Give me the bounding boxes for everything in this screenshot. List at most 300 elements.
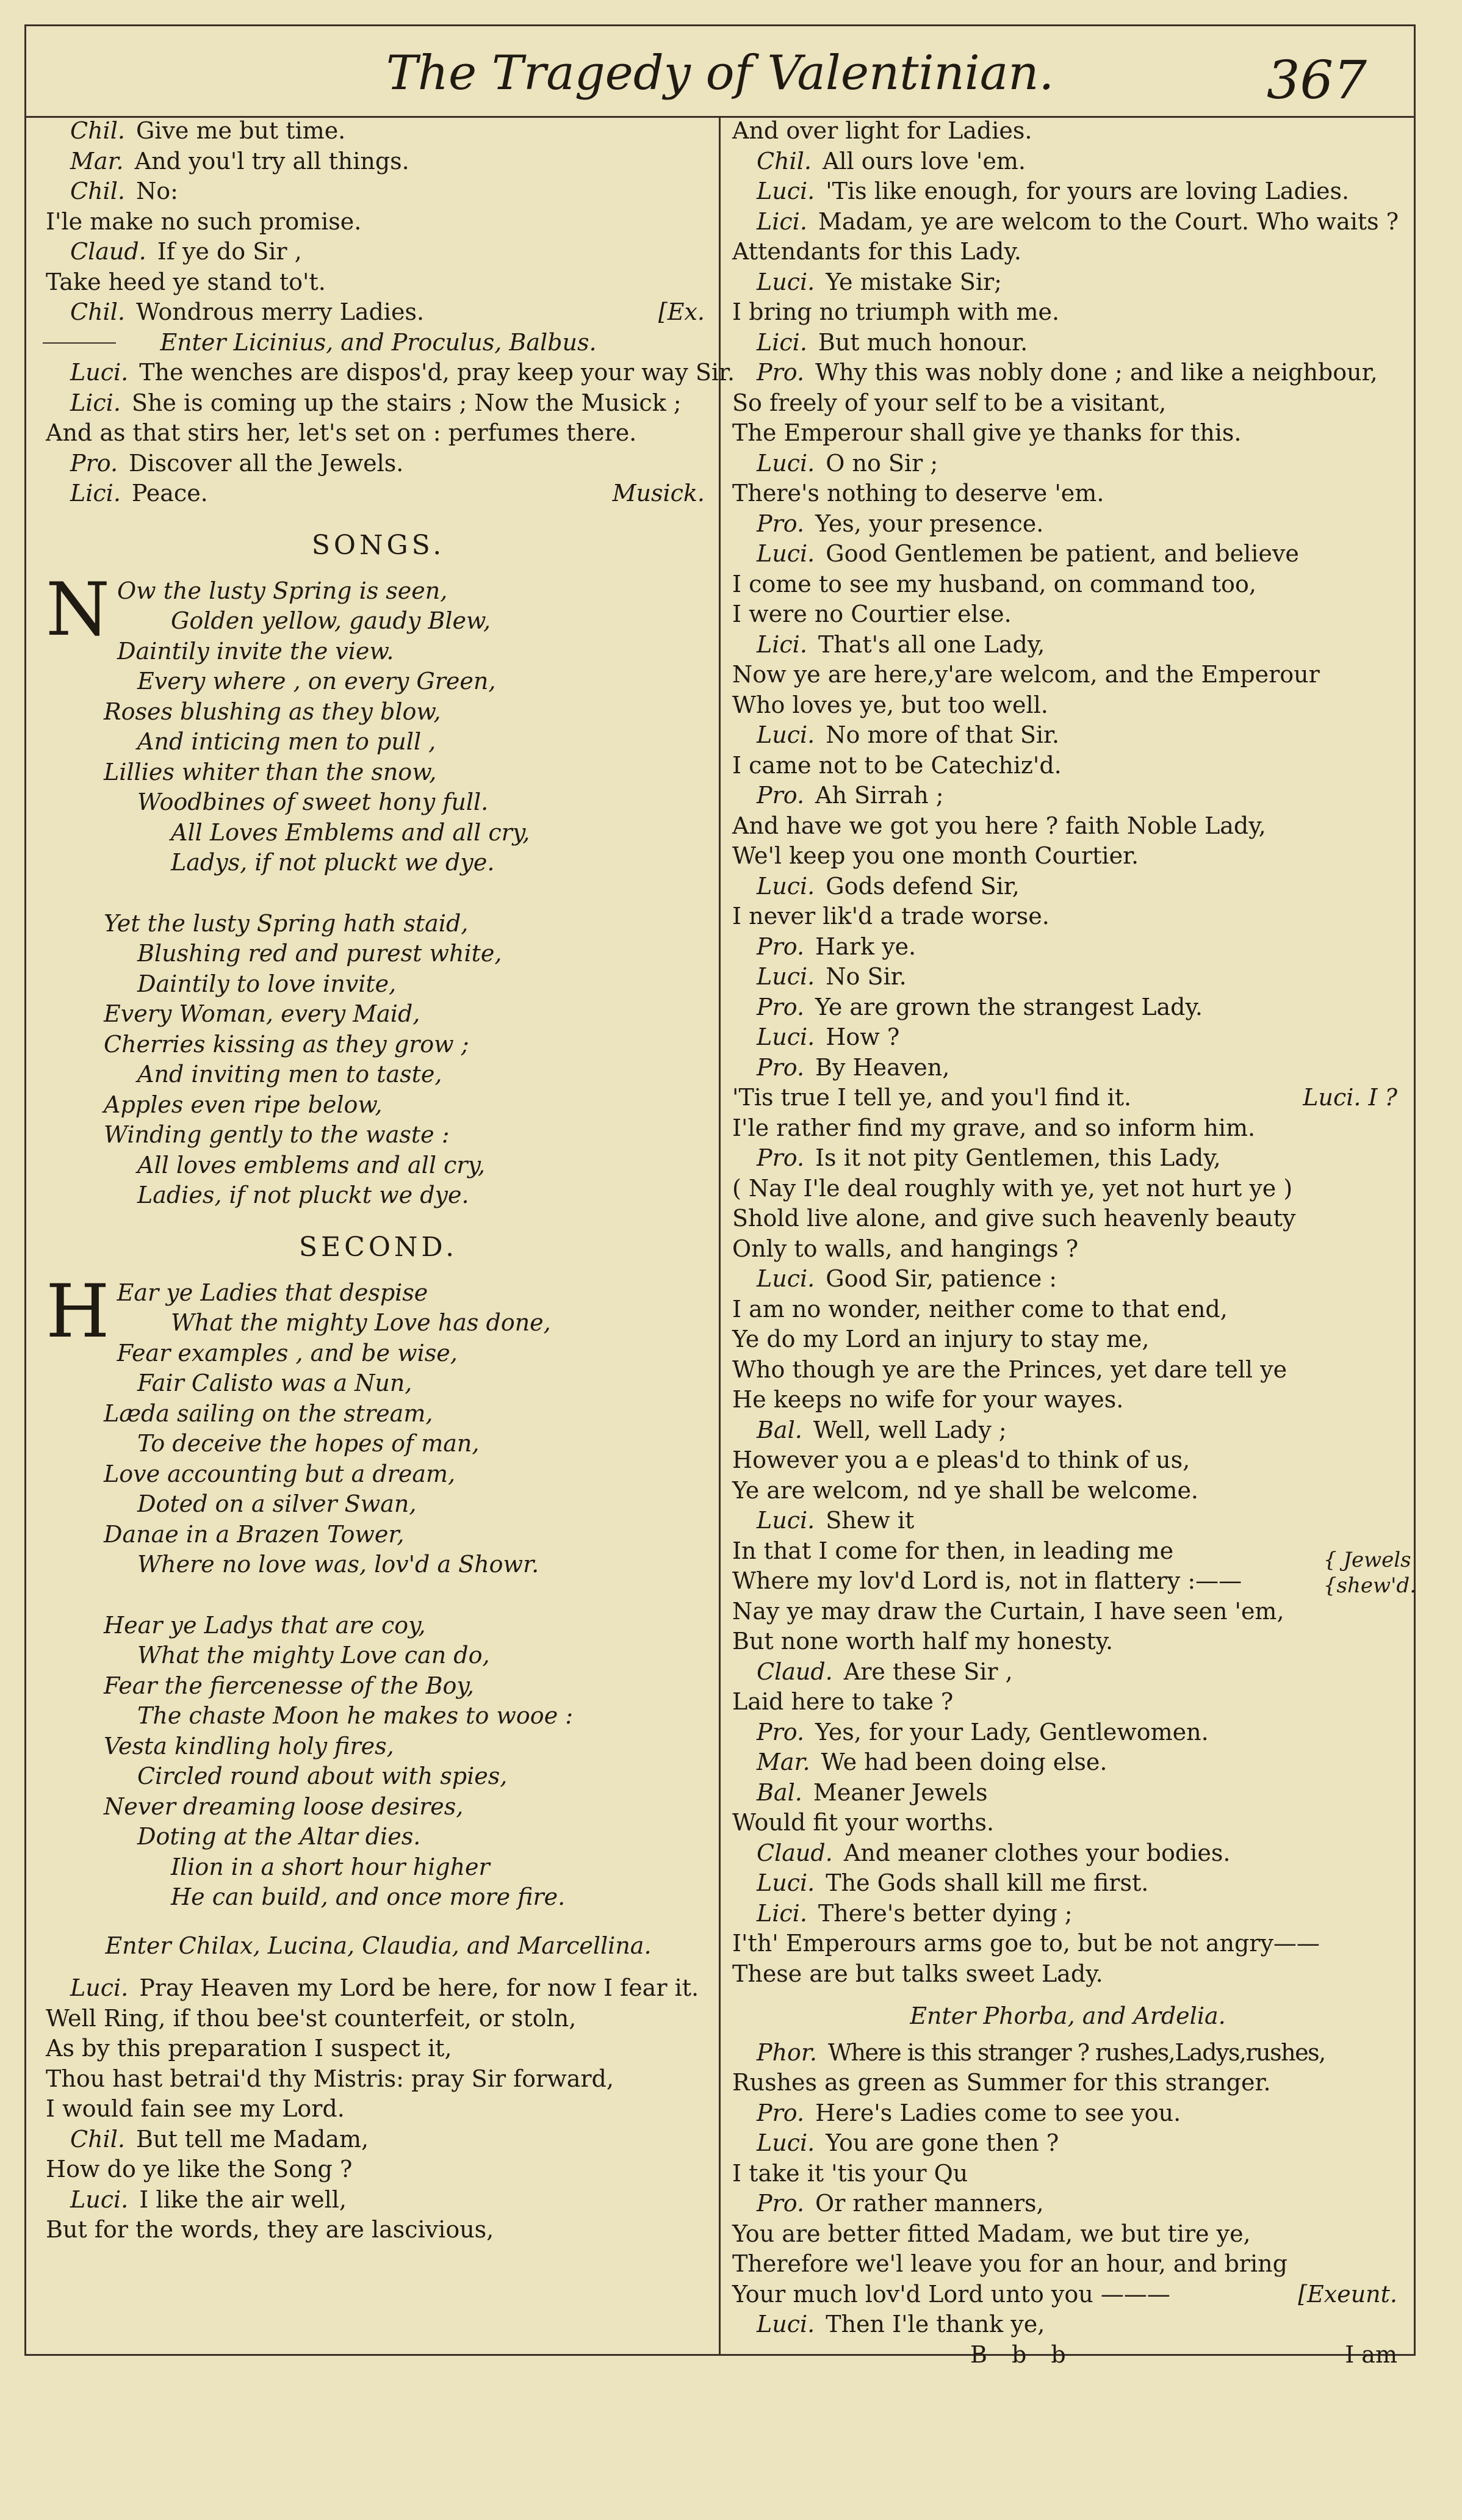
line-text: Therefore we'l leave you for an hour, and bring (732, 2250, 1287, 2277)
line-text: Rushes as green as Summer for this stranger. (732, 2069, 1271, 2096)
line-text: Discover all the Jewels. (129, 449, 404, 477)
dialogue-line (46, 116, 711, 146)
drop-cap: N (46, 567, 110, 652)
line-text: I'le rather find my grave, and so inform him. (732, 1114, 1256, 1141)
dialogue-line (732, 539, 1403, 569)
verse-line: Vesta kindling holy fires, (104, 1732, 394, 1760)
line-text: Who though ye are the Princes, yet dare tell ye (732, 1356, 1287, 1383)
dialogue-line (732, 1597, 1403, 1627)
dialogue-line (732, 267, 1403, 298)
line-text: In that I come for then, in leading me (732, 1537, 1174, 1564)
dialogue-line (732, 2159, 1403, 2189)
right-column (732, 116, 1403, 2370)
line-text: She is coming up the stairs ; Now the Musick ; (131, 389, 682, 416)
dialogue-line (732, 569, 1403, 600)
dialogue-line (732, 660, 1403, 690)
verse-line: Ilion in a short hour higher (171, 1853, 490, 1880)
page-footer (732, 2340, 1403, 2370)
dialogue-line (46, 2034, 711, 2064)
line-text: Ah Sirrah ; (815, 782, 944, 809)
line-text: I come to see my husband, on command too, (732, 570, 1256, 598)
dialogue-line (732, 1324, 1403, 1355)
line-text: Meaner Jewels (813, 1778, 988, 1806)
dialogue-line (46, 2064, 711, 2095)
line-text: However you a e pleas'd to think of us, (732, 1446, 1190, 1473)
left-column (46, 116, 735, 2245)
speaker-name: Luci. (757, 540, 815, 567)
margin-note: { Jewels {shew'd. (1323, 1548, 1416, 1598)
dialogue-line (46, 2215, 711, 2245)
line-text: He keeps no wife for your wayes. (732, 1386, 1124, 1413)
line-text: Madam, ye are welcom to the Court. Who waits ? (818, 208, 1399, 235)
verse-line: Daintily to love invite, (137, 970, 397, 997)
dialogue-line (46, 1973, 711, 2004)
verse-line: Cherries kissing as they grow ; (104, 1030, 469, 1058)
speaker-name: Pro. (757, 1144, 805, 1171)
stage-direction: Luci. I ? (1303, 1084, 1397, 1111)
dialogue-line (732, 932, 1403, 962)
dialogue-block (46, 1973, 711, 2245)
line-text: I would fain see my Lord. (46, 2095, 345, 2122)
line-text: We had been doing else. (821, 1749, 1107, 1775)
dialogue-line (732, 418, 1403, 449)
dialogue-line (46, 2154, 711, 2185)
speaker-name: Luci. (757, 178, 815, 204)
verse-line: All loves emblems and all cry, (137, 1151, 486, 1179)
song-stanza (46, 567, 711, 878)
dialogue-line (732, 1626, 1403, 1657)
dialogue-line (732, 358, 1403, 388)
dialogue-line (732, 1808, 1403, 1838)
speaker-name: Claud. (757, 1839, 833, 1866)
dialogue-line (732, 690, 1403, 721)
line-text: No: (135, 178, 178, 204)
speaker-name: Luci. (70, 2186, 129, 2213)
line-text: 'Tis true I tell ye, and you'l find it. (732, 1084, 1132, 1111)
speaker-name: Lici. (757, 328, 807, 356)
catchword: I am (1345, 2341, 1397, 2368)
speaker-name: Pro. (757, 2190, 805, 2217)
speaker-name: Lici. (757, 630, 807, 658)
verse-line: Never dreaming loose desires, (104, 1793, 464, 1820)
song-stanza (46, 909, 711, 1211)
dialogue-line (732, 962, 1403, 992)
line-text: Ye mistake Sir; (826, 268, 1002, 295)
dialogue-line (732, 1264, 1403, 1294)
dialogue-line (732, 1234, 1403, 1265)
dialogue-line (732, 2189, 1403, 2219)
line-text: Your much lov'd Lord unto you ——— (732, 2280, 1170, 2308)
dialogue-line (732, 2249, 1403, 2280)
line-text: You are better fitted Madam, we but tire ye, (732, 2220, 1251, 2247)
dialogue-line (732, 1566, 1403, 1597)
dialogue-line (732, 1657, 1403, 1688)
verse-line: To deceive the hopes of man, (137, 1430, 480, 1457)
verse-line: Yet the lusty Spring hath staid, (104, 909, 469, 937)
dialogue-line (46, 418, 711, 449)
speaker-name: Luci. (757, 1507, 815, 1534)
dialogue-line (732, 599, 1403, 630)
line-text: I like the air well, (139, 2186, 347, 2213)
line-text: These are but talks sweet Lady. (732, 1960, 1103, 1987)
dialogue-line (732, 1838, 1403, 1869)
dialogue-line (46, 237, 711, 267)
dialogue-line (732, 1415, 1403, 1446)
dialogue-line (732, 2098, 1403, 2129)
line-text: Only to walls, and hangings ? (732, 1235, 1079, 1262)
verse-line: Every Woman, every Maid, (104, 1000, 420, 1027)
speaker-name: Pro. (757, 933, 805, 960)
dialogue-line (46, 176, 711, 207)
dialogue-line (732, 751, 1403, 781)
dialogue-line (732, 1868, 1403, 1899)
dialogue-line (732, 146, 1403, 177)
dialogue-line (732, 176, 1403, 207)
speaker-name: Luci. (757, 963, 815, 990)
verse-line: Golden yellow, gaudy Blew, (171, 607, 491, 634)
dialogue-line (732, 630, 1403, 660)
speaker-name: Luci. (70, 1974, 129, 2001)
dialogue-line (732, 1053, 1403, 1083)
dialogue-line (732, 1476, 1403, 1506)
songs-heading: SONGS. (311, 529, 445, 561)
speaker-name: Luci. (757, 721, 815, 748)
dialogue-block (46, 116, 711, 328)
dialogue-line (732, 781, 1403, 811)
dialogue-line (732, 1899, 1403, 1929)
dialogue-line (732, 2309, 1403, 2340)
running-header (24, 24, 1416, 118)
dialogue-line (732, 2280, 1403, 2310)
verse-line: Circled round about with spies, (137, 1763, 508, 1789)
line-text: Is it not pity Gentlemen, this Lady, (815, 1144, 1221, 1171)
song-stanza (46, 1611, 711, 1913)
dialogue-line (732, 1778, 1403, 1808)
verse-line: Roses blushing as they blow, (104, 698, 441, 725)
verse-line: Fair Calisto was a Nun, (137, 1370, 412, 1396)
speaker-name: Pro. (757, 1718, 805, 1746)
dialogue-line (732, 388, 1403, 419)
line-text: Now ye are here,y'are welcom, and the Emperour (732, 661, 1320, 688)
line-text: The Gods shall kill me first. (826, 1869, 1149, 1896)
speaker-name: Pro. (757, 782, 805, 809)
line-text: How ? (826, 1024, 900, 1050)
dialogue-line (732, 1717, 1403, 1748)
speaker-name: Bal. (757, 1778, 802, 1806)
dialogue-line (732, 237, 1403, 267)
dialogue-line (46, 388, 711, 419)
speaker-name: Phor. (757, 2038, 817, 2066)
line-text: Yes, your presence. (815, 510, 1044, 537)
verse-line: The chaste Moon he makes to wooe : (137, 1702, 574, 1729)
line-text: I were no Courtier else. (732, 601, 1012, 627)
dialogue-line (732, 1687, 1403, 1717)
verse-line: Every where , on every Green, (137, 668, 496, 695)
dialogue-line (732, 901, 1403, 932)
line-text: Yes, for your Lady, Gentlewomen. (815, 1718, 1209, 1746)
dialogue-block (732, 2038, 1403, 2340)
line-text: No more of that Sir. (826, 721, 1060, 748)
verse-line: Woodbines of sweet hony full. (137, 789, 489, 815)
speaker-name: Lici. (70, 389, 121, 416)
dialogue-line (732, 1747, 1403, 1778)
dialogue-line (46, 297, 711, 328)
line-text: Hark ye. (815, 933, 916, 960)
dialogue-line (732, 1929, 1403, 1959)
speaker-name: Claud. (757, 1658, 833, 1685)
line-text: Wondrous merry Ladies. (135, 298, 425, 325)
verse-line: What the mighty Love has done, (171, 1309, 551, 1336)
speaker-name: Luci. (757, 2311, 815, 2338)
page-number: 367 (1266, 50, 1367, 111)
speaker-name: Chil. (70, 2125, 125, 2153)
stage-direction: Enter Licinius, and Proculus, Balbus. (46, 328, 711, 358)
line-text: There's better dying ; (818, 1899, 1073, 1927)
line-text: And meaner clothes your bodies. (843, 1839, 1231, 1866)
stage-direction: [Ex. (658, 298, 705, 325)
line-text: Gods defend Sir, (826, 872, 1020, 900)
line-text: O no Sir ; (826, 449, 938, 477)
speaker-name: Chil. (757, 147, 812, 175)
line-text: Here's Ladies come to see you. (815, 2099, 1181, 2126)
dialogue-line (732, 116, 1403, 146)
line-text: If ye do Sir , (157, 238, 302, 265)
speaker-name: Mar. (757, 1749, 810, 1775)
dialogue-line (732, 478, 1403, 509)
verse-line: Læda sailing on the stream, (104, 1399, 433, 1427)
verse-line: He can build, and once more fire. (171, 1883, 566, 1910)
line-text: I am no wonder, neither come to that end, (732, 1295, 1228, 1323)
dialogue-block (46, 358, 735, 509)
verse-line: Fear examples , and be wise, (117, 1339, 458, 1367)
line-text: Why this was nobly done ; and like a neighbour, (815, 359, 1378, 386)
dialogue-line (732, 509, 1403, 540)
running-title: The Tragedy of Valentinian. (386, 46, 1054, 101)
speaker-name: Pro. (757, 993, 805, 1020)
line-text: But tell me Madam, (135, 2125, 369, 2153)
line-text: Give me but time. (135, 117, 346, 144)
line-text: But for the words, they are lascivious, (46, 2216, 494, 2243)
line-text: Good Gentlemen be patient, and believe (826, 540, 1299, 567)
dialogue-line (732, 1959, 1403, 1990)
signature-mark: B b b (970, 2341, 1075, 2368)
speaker-name: Luci. (757, 1024, 815, 1050)
dialogue-line (732, 449, 1403, 479)
line-text: Or rather manners, (815, 2190, 1044, 2217)
verse-line: Winding gently to the waste : (104, 1121, 450, 1148)
line-text: ( Nay I'le deal roughly with ye, yet not hurt ye ) (732, 1174, 1293, 1202)
line-text: But none worth half my honesty. (732, 1628, 1114, 1655)
verse-line: Fear the fiercenesse of the Boy, (104, 1672, 474, 1699)
dialogue-line (46, 2004, 711, 2034)
line-text: Good Sir, patience : (826, 1265, 1057, 1292)
line-text: Where my lov'd Lord is, not in flattery :—— (732, 1567, 1242, 1594)
speaker-name: Bal. (757, 1416, 802, 1443)
line-text: Shold live alone, and give such heavenly beauty (732, 1205, 1296, 1232)
dialogue-line (46, 2094, 711, 2125)
line-text: Who loves ye, but too well. (732, 691, 1048, 718)
dialogue-line (732, 1204, 1403, 1234)
line-text: I never lik'd a trade worse. (732, 903, 1050, 930)
line-text: I bring no triumph with me. (732, 298, 1060, 325)
speaker-name: Chil. (70, 117, 125, 144)
speaker-name: Luci. (757, 1265, 815, 1292)
dialogue-line (46, 2185, 711, 2215)
verse-line: Doting at the Altar dies. (137, 1823, 421, 1850)
line-text: You are gone then ? (826, 2129, 1059, 2156)
dialogue-line (732, 872, 1403, 902)
speaker-name: Lici. (70, 480, 121, 507)
speaker-name: Luci. (757, 2129, 815, 2156)
speaker-name: Claud. (70, 238, 146, 265)
dialogue-line (732, 1506, 1403, 1536)
line-text: And have we got you here ? faith Noble Lady, (732, 812, 1266, 839)
speaker-name: Pro. (757, 359, 805, 386)
dialogue-line (732, 841, 1403, 872)
line-text: Well, well Lady ; (813, 1416, 1007, 1443)
line-text: Are these Sir , (843, 1658, 1013, 1685)
verse-line: Daintily invite the view. (117, 637, 394, 665)
dialogue-line (732, 1113, 1403, 1144)
dialogue-line (46, 358, 735, 388)
verse-line: What the mighty Love can do, (137, 1642, 490, 1669)
dialogue-line (46, 449, 711, 479)
dialogue-line (46, 146, 711, 177)
dialogue-line (732, 811, 1403, 842)
line-text: Shew it (826, 1507, 915, 1534)
line-text: I'th' Emperours arms goe to, but be not angry—— (732, 1930, 1320, 1957)
speaker-name: Chil. (70, 178, 125, 204)
line-text: Where is this stranger ? rushes,Ladys,rushes, (828, 2038, 1325, 2066)
line-text: How do ye like the Song ? (46, 2156, 353, 2182)
verse-line: All Loves Emblems and all cry, (171, 818, 530, 846)
line-text: No Sir. (826, 963, 907, 990)
dialogue-line (732, 1536, 1403, 1567)
dialogue-line (732, 1022, 1403, 1053)
stage-direction: [Exeunt. (1298, 2280, 1397, 2308)
speaker-name: Mar. (70, 147, 124, 175)
dialogue-line (732, 1385, 1403, 1415)
line-text: Thou hast betrai'd thy Mistris: pray Sir forward, (46, 2065, 614, 2092)
line-text: Attendants for this Lady. (732, 238, 1021, 265)
dialogue-line (46, 267, 711, 298)
line-text: I take it 'tis your Qu (732, 2159, 968, 2187)
dialogue-line (732, 1174, 1403, 1204)
dialogue-line (732, 1083, 1403, 1113)
speaker-name: Luci. (757, 872, 815, 900)
speaker-name: Pro. (757, 510, 805, 537)
line-text: Ye are grown the strangest Lady. (815, 993, 1203, 1020)
line-text: We'l keep you one month Courtier. (732, 842, 1139, 869)
line-text: The wenches are dispos'd, pray keep your way Sir. (139, 359, 735, 386)
line-text: Well Ring, if thou bee'st counterfeit, or stoln, (46, 2004, 577, 2032)
dialogue-line (46, 2125, 711, 2155)
song-stanza (46, 1269, 711, 1580)
line-text: Take heed ye stand to't. (46, 268, 326, 295)
verse-line: And inticing men to pull , (137, 728, 436, 755)
line-text: By Heaven, (815, 1053, 950, 1081)
dialogue-line (732, 2068, 1403, 2098)
line-text: But much honour. (818, 328, 1028, 356)
line-text: Pray Heaven my Lord be here, for now I fear it. (139, 1974, 699, 2001)
line-text: The Emperour shall give ye thanks for this. (732, 419, 1242, 446)
dialogue-line (732, 207, 1403, 237)
dialogue-line (732, 720, 1403, 751)
dialogue-line (46, 207, 711, 237)
dialogue-line (732, 1143, 1403, 1174)
line-text: Ye do my Lord an injury to stay me, (732, 1326, 1150, 1352)
verse-line: Ladies, if not pluckt we dye. (137, 1182, 469, 1208)
verse-line: Love accounting but a dream, (104, 1460, 456, 1487)
verse-line: Doted on a silver Swan, (137, 1490, 417, 1517)
dialogue-block (732, 116, 1403, 1989)
stage-direction: Musick. (612, 480, 705, 507)
rule-mark (43, 342, 116, 344)
dialogue-line (732, 1294, 1403, 1325)
line-text: I came not to be Catechiz'd. (732, 751, 1062, 779)
drop-cap: H (46, 1269, 110, 1354)
column-rule (719, 116, 721, 2356)
speaker-name: Luci. (70, 359, 129, 386)
line-text: Then I'le thank ye, (826, 2311, 1045, 2338)
verse-line: Ladys, if not pluckt we dye. (171, 849, 495, 876)
line-text: Peace. (131, 480, 208, 507)
verse-line: Where no love was, lov'd a Showr. (137, 1551, 539, 1578)
verse-line: Blushing red and purest white, (137, 940, 502, 967)
dialogue-line (732, 992, 1403, 1023)
line-text: Nay ye may draw the Curtain, I have seen 'em, (732, 1597, 1284, 1625)
line-text: All ours love 'em. (822, 147, 1026, 175)
verse-line: And inviting men to taste, (137, 1061, 442, 1088)
speaker-name: Pro. (757, 2099, 805, 2126)
line-text: As by this preparation I suspect it, (46, 2035, 452, 2062)
line-text: I'le make no such promise. (46, 208, 362, 235)
speaker-name: Chil. (70, 298, 125, 325)
speaker-name: Luci. (757, 449, 815, 477)
line-text: And over light for Ladies. (732, 117, 1032, 144)
verse-line: Hear ye Ladys that are coy, (104, 1611, 426, 1639)
line-text: Laid here to take ? (732, 1688, 954, 1715)
dialogue-line (46, 478, 711, 509)
dialogue-line (732, 1445, 1403, 1476)
line-text: And as that stirs her, let's set on : perfumes there. (46, 419, 637, 446)
line-text: There's nothing to deserve 'em. (732, 480, 1104, 507)
line-text: And you'l try all things. (134, 147, 409, 175)
verse-line: Apples even ripe below, (104, 1091, 383, 1118)
line-text: Ye are welcom, nd ye shall be welcome. (732, 1476, 1199, 1504)
line-text: 'Tis like enough, for yours are loving Ladies. (826, 178, 1350, 204)
line-text: So freely of your self to be a visitant, (732, 389, 1167, 416)
speaker-name: Pro. (70, 449, 118, 477)
speaker-name: Pro. (757, 1053, 805, 1081)
verse-line: Ow the lusty Spring is seen, (117, 577, 448, 604)
line-text: That's all one Lady, (818, 630, 1045, 658)
speaker-name: Lici. (757, 1899, 807, 1927)
dialogue-line (732, 297, 1403, 328)
stage-direction: Enter Chilax, Lucina, Claudia, and Marcellina. (105, 1932, 652, 1959)
dialogue-line (732, 2038, 1403, 2068)
verse-line: Lillies whiter than the snow, (104, 758, 437, 785)
dialogue-line (732, 328, 1403, 358)
dialogue-line (732, 2128, 1403, 2159)
line-text: Would fit your worths. (732, 1809, 995, 1836)
dialogue-line (732, 2219, 1403, 2250)
speaker-name: Lici. (757, 208, 807, 235)
speaker-name: Luci. (757, 268, 815, 295)
verse-line: Danae in a Brazen Tower, (104, 1520, 405, 1548)
verse-line: Ear ye Ladies that despise (117, 1279, 428, 1306)
speaker-name: Luci. (757, 1869, 815, 1896)
